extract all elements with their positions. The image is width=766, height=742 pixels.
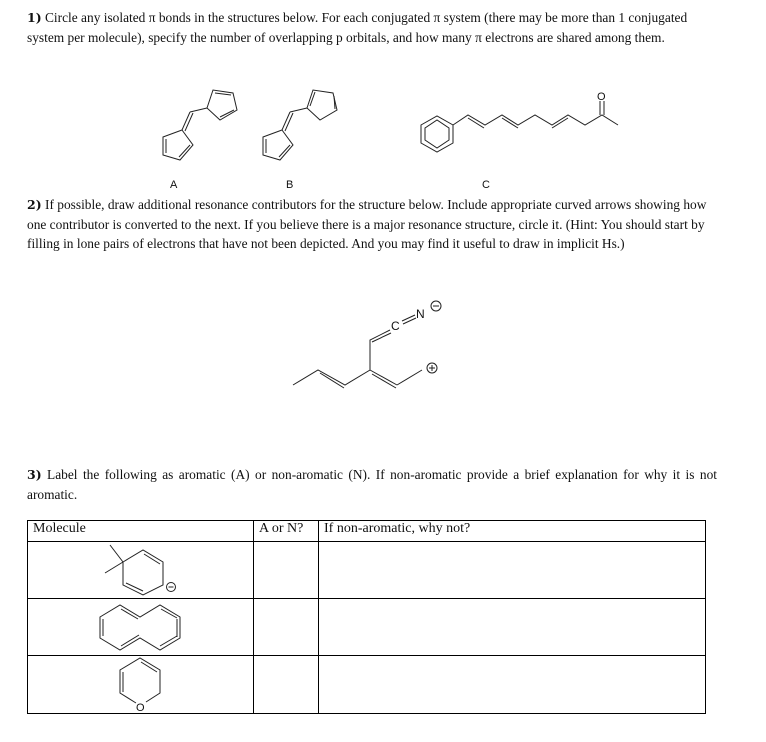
table-molecule-2	[100, 605, 180, 650]
header-molecule: Molecule	[28, 521, 254, 542]
question-text: Circle any isolated π bonds in the structures below. For each conjugated π system (there may be more than 1 conjugated system per molecule), specify the number of overlapping p orbitals, and how many π electrons are shared among them.	[27, 10, 688, 45]
molecule-c	[421, 91, 618, 152]
question-text: If possible, draw additional resonance contributors for the structure below. Include appropriate curved arrows showing how one contributor is converted to the next. If you believe there is a major resonance structure, circle it. (Hint: You should start by filling in lone pairs of electrons that have not been depicted. And you may find it useful to draw in implicit Hs.)	[27, 197, 707, 251]
question-number: 2)	[27, 197, 42, 212]
table-molecule-3	[120, 658, 160, 714]
table-molecule-1	[105, 545, 176, 595]
header-a-or-n: A or N?	[254, 521, 319, 542]
svg-text:O: O	[597, 91, 606, 103]
resonance-structure	[293, 301, 441, 388]
label-a: A	[170, 179, 178, 191]
header-why-not: If non-aromatic, why not?	[319, 521, 706, 542]
question-number: 3)	[27, 467, 42, 482]
atom-nitrogen: N	[416, 307, 425, 321]
label-c: C	[482, 179, 490, 191]
question-number: 1)	[27, 10, 42, 25]
molecule-a	[163, 90, 237, 160]
molecule-b	[263, 90, 337, 160]
atom-carbon: C	[391, 319, 400, 333]
question-text: Label the following as aromatic (A) or non-aromatic (N). If non-aromatic provide a brief explanation for why it is not aromatic.	[27, 467, 717, 502]
atom-oxygen: O	[136, 702, 145, 714]
label-b: B	[286, 179, 294, 191]
